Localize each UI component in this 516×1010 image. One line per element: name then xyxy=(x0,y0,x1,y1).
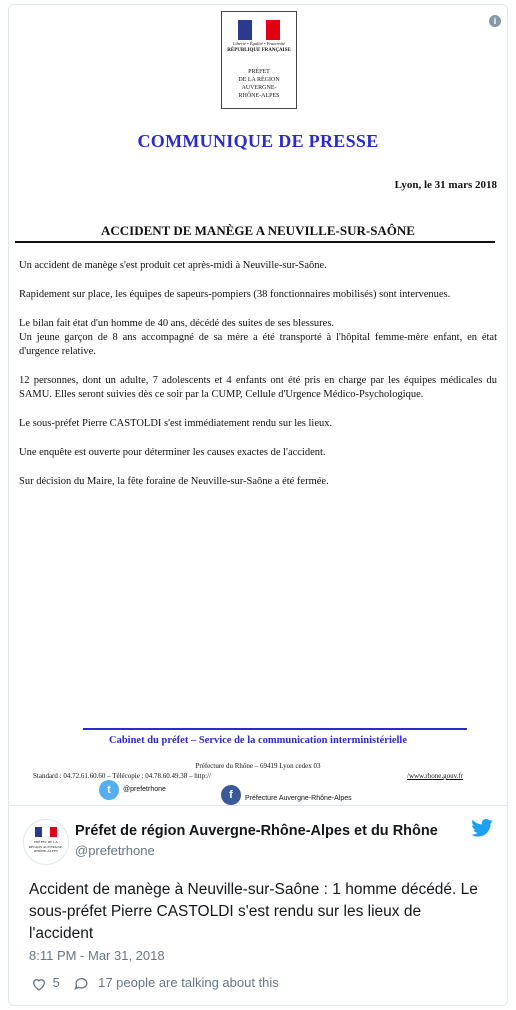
facebook-icon: f xyxy=(221,785,241,805)
website-link: /www.rhone.gouv.fr xyxy=(407,772,464,780)
tweet-actions xyxy=(31,975,279,992)
reply-bubble-icon xyxy=(73,976,90,992)
document-title: COMMUNIQUE DE PRESSE xyxy=(137,131,379,151)
paragraph: Un accident de manège s'est produit cet après-midi à Neuville-sur-Saône. xyxy=(19,260,327,271)
document-body xyxy=(19,259,497,504)
paragraph: Sur décision du Maire, la fête foraine de Neuville-sur-Saône a été fermée. xyxy=(19,476,329,487)
author-handle[interactable]: @prefetrhone xyxy=(75,843,155,858)
paragraph: Rapidement sur place, les équipes de sapeurs-pompiers (38 fonctionnaires mobilisés) sont intervenues. xyxy=(19,289,451,300)
doc-facebook-label: Préfecture Auvergne-Rhône-Alpes xyxy=(245,795,352,802)
footer-contact xyxy=(33,772,499,780)
tweet-content xyxy=(9,805,507,1005)
tweet-timestamp[interactable]: 8:11 PM - Mar 31, 2018 xyxy=(29,948,165,963)
french-flag-icon xyxy=(238,20,280,40)
document-headline: ACCIDENT DE MANÈGE A NEUVILLE-SUR-SAÔNE xyxy=(101,223,415,238)
twitter-icon: t xyxy=(99,780,119,800)
avatar-prefet-label: PRÉFET DE LA RÉGION AUVERGNE- RHÔNE-ALPES xyxy=(28,840,64,853)
paragraph: Le bilan fait état d'un homme de 40 ans, décédé des suites de ses blessures. Un jeune garçon de 8 ans accompagné de sa mère a été transporté à l'hôpital femme-mère enfant, en état d'urgence relative. xyxy=(19,318,497,357)
footer-title: Cabinet du préfet – Service de la communication interministérielle xyxy=(108,735,408,746)
republique-name: RÉPUBLIQUE FRANÇAISE xyxy=(227,48,291,53)
paragraph: Une enquête est ouverte pour déterminer les causes exactes de l'accident. xyxy=(19,447,326,458)
heart-icon xyxy=(31,976,47,992)
twitter-bird-icon[interactable] xyxy=(471,819,493,837)
like-count: 5 xyxy=(52,975,60,991)
tweet-card[interactable] xyxy=(8,4,508,1006)
french-flag-icon xyxy=(35,827,57,837)
paragraph: 12 personnes, dont un adulte, 7 adolescents et 4 enfants ont été pris en charge par les équipes médicales du SAMU. Elles seront suivies dès ce soir par la CUMP, Cellule d'Urgence Médico-Psychologique. xyxy=(19,375,497,400)
document-date: Lyon, le 31 mars 2018 xyxy=(394,179,497,191)
prefet-label: PRÉFET DE LA RÉGION AUVERGNE- RHÔNE-ALPES xyxy=(238,69,280,99)
paragraph: Le sous-préfet Pierre CASTOLDI s'est immédiatement rendu sur les lieux. xyxy=(19,418,333,429)
info-icon[interactable]: i xyxy=(489,15,501,27)
conversation-link[interactable] xyxy=(63,975,278,992)
doc-twitter-handle: @prefetrhone xyxy=(123,786,166,793)
headline-divider xyxy=(15,241,495,243)
footer-divider xyxy=(83,728,467,730)
author-name[interactable]: Préfet de région Auvergne-Rhône-Alpes et du Rhône xyxy=(75,823,438,839)
republique-motto: Liberté • Égalité • Fraternité xyxy=(232,41,286,46)
contact-numbers: Standard : 04.72.61.60.60 – Télécopie : 04.78.60.49.38 – http:// xyxy=(33,772,211,780)
tweet-text: Accident de manège à Neuville-sur-Saône : 1 homme décédé. Le sous-préfet Pierre CASTOLDI s'est rendu sur les lieux de l'accident xyxy=(29,881,478,942)
prefet-logo xyxy=(221,11,297,109)
talking-count: 17 people are talking about this xyxy=(98,975,279,991)
like-button[interactable] xyxy=(31,975,60,992)
press-release-image[interactable] xyxy=(9,5,507,806)
footer-address: Préfecture du Rhône – 69419 Lyon cedex 03 xyxy=(195,762,321,770)
avatar[interactable] xyxy=(23,819,69,865)
